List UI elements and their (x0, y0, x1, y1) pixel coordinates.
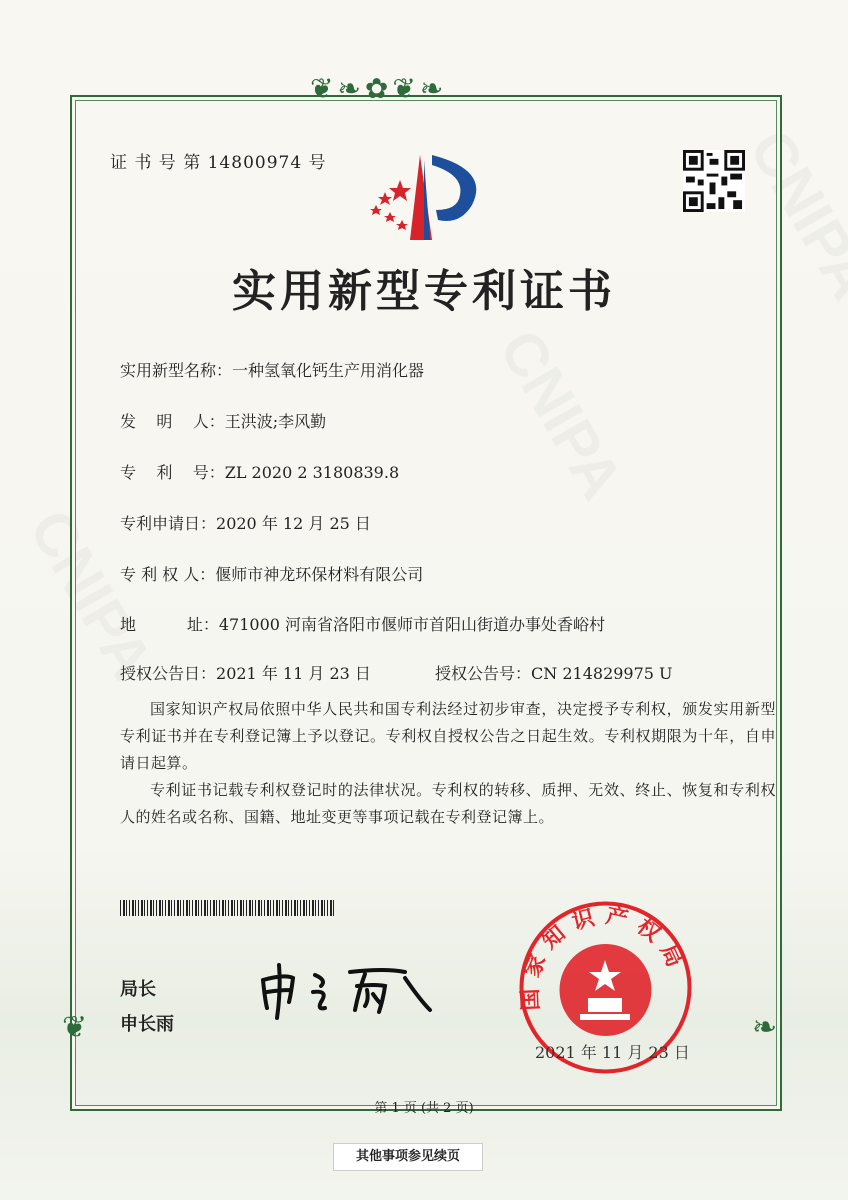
paragraph-grant: 国家知识产权局依照中华人民共和国专利法经过初步审查，决定授予专利权，颁发实用新型专利证书并在专利登记簿上予以登记。专利权自授权公告之日起生效。专利权期限为十年，自申请日起算。 (120, 700, 776, 772)
continued-note: 其他事项参见续页 (333, 1143, 483, 1171)
field-value: 2021 年 11 月 23 日 (216, 664, 371, 683)
field-label: 专利申请日： (120, 514, 217, 533)
field-value: ZL 2020 2 3180839.8 (224, 463, 400, 482)
field-grant-date (120, 661, 371, 684)
field-label: 专 利 权 人： (120, 565, 216, 584)
page-number: 第 1 页 (共 2 页) (374, 1101, 474, 1116)
field-label: 专 利 号： (120, 463, 225, 482)
field-label: 实用新型名称： (120, 361, 233, 380)
ornament-bottom-right: ❧ (752, 1010, 778, 1045)
barcode (120, 900, 336, 916)
seal-text: 国家知识产权局 (518, 903, 691, 1012)
field-label: 地 址： (120, 615, 219, 634)
field-address (120, 612, 605, 635)
certificate-number: 证 书 号 第 14800974 号 (110, 153, 327, 173)
field-application-date (120, 511, 371, 534)
qr-code-icon (683, 150, 745, 212)
seal-date: 2021 年 11 月 23 日 (535, 1043, 690, 1062)
field-value: 2020 年 12 月 25 日 (216, 514, 371, 533)
director-signature (255, 960, 445, 1020)
page-title: 实用新型专利证书 (232, 266, 616, 317)
field-label: 授权公告号： (435, 664, 532, 683)
field-value: 王洪波;李风勤 (224, 412, 327, 431)
cnipa-logo-icon (360, 150, 490, 250)
field-announcement-number (435, 661, 673, 684)
field-utility-model-name (120, 358, 424, 381)
director-title: 局长 (120, 979, 156, 1000)
field-label: 发 明 人： (120, 412, 225, 431)
director-name: 申长雨 (120, 1014, 174, 1035)
field-value: 471000 河南省洛阳市偃师市首阳山街道办事处香峪村 (218, 615, 606, 634)
ornament-bottom-left: ❦ (62, 1010, 88, 1045)
field-value: CN 214829975 U (531, 664, 673, 683)
paragraph-legal-status: 专利证书记载专利权登记时的法律状况。专利权的转移、质押、无效、终止、恢复和专利权人的姓名或名称、国籍、地址变更等事项记载在专利登记簿上。 (120, 781, 776, 826)
field-patent-number (120, 460, 399, 483)
field-value: 偃师市神龙环保材料有限公司 (215, 565, 424, 584)
field-label: 授权公告日： (120, 664, 217, 683)
field-value: 一种氢氧化钙生产用消化器 (232, 361, 425, 380)
field-inventors (120, 409, 326, 432)
field-patentee (120, 562, 423, 585)
ornament-top: ❦❧✿❦❧ (310, 72, 448, 105)
